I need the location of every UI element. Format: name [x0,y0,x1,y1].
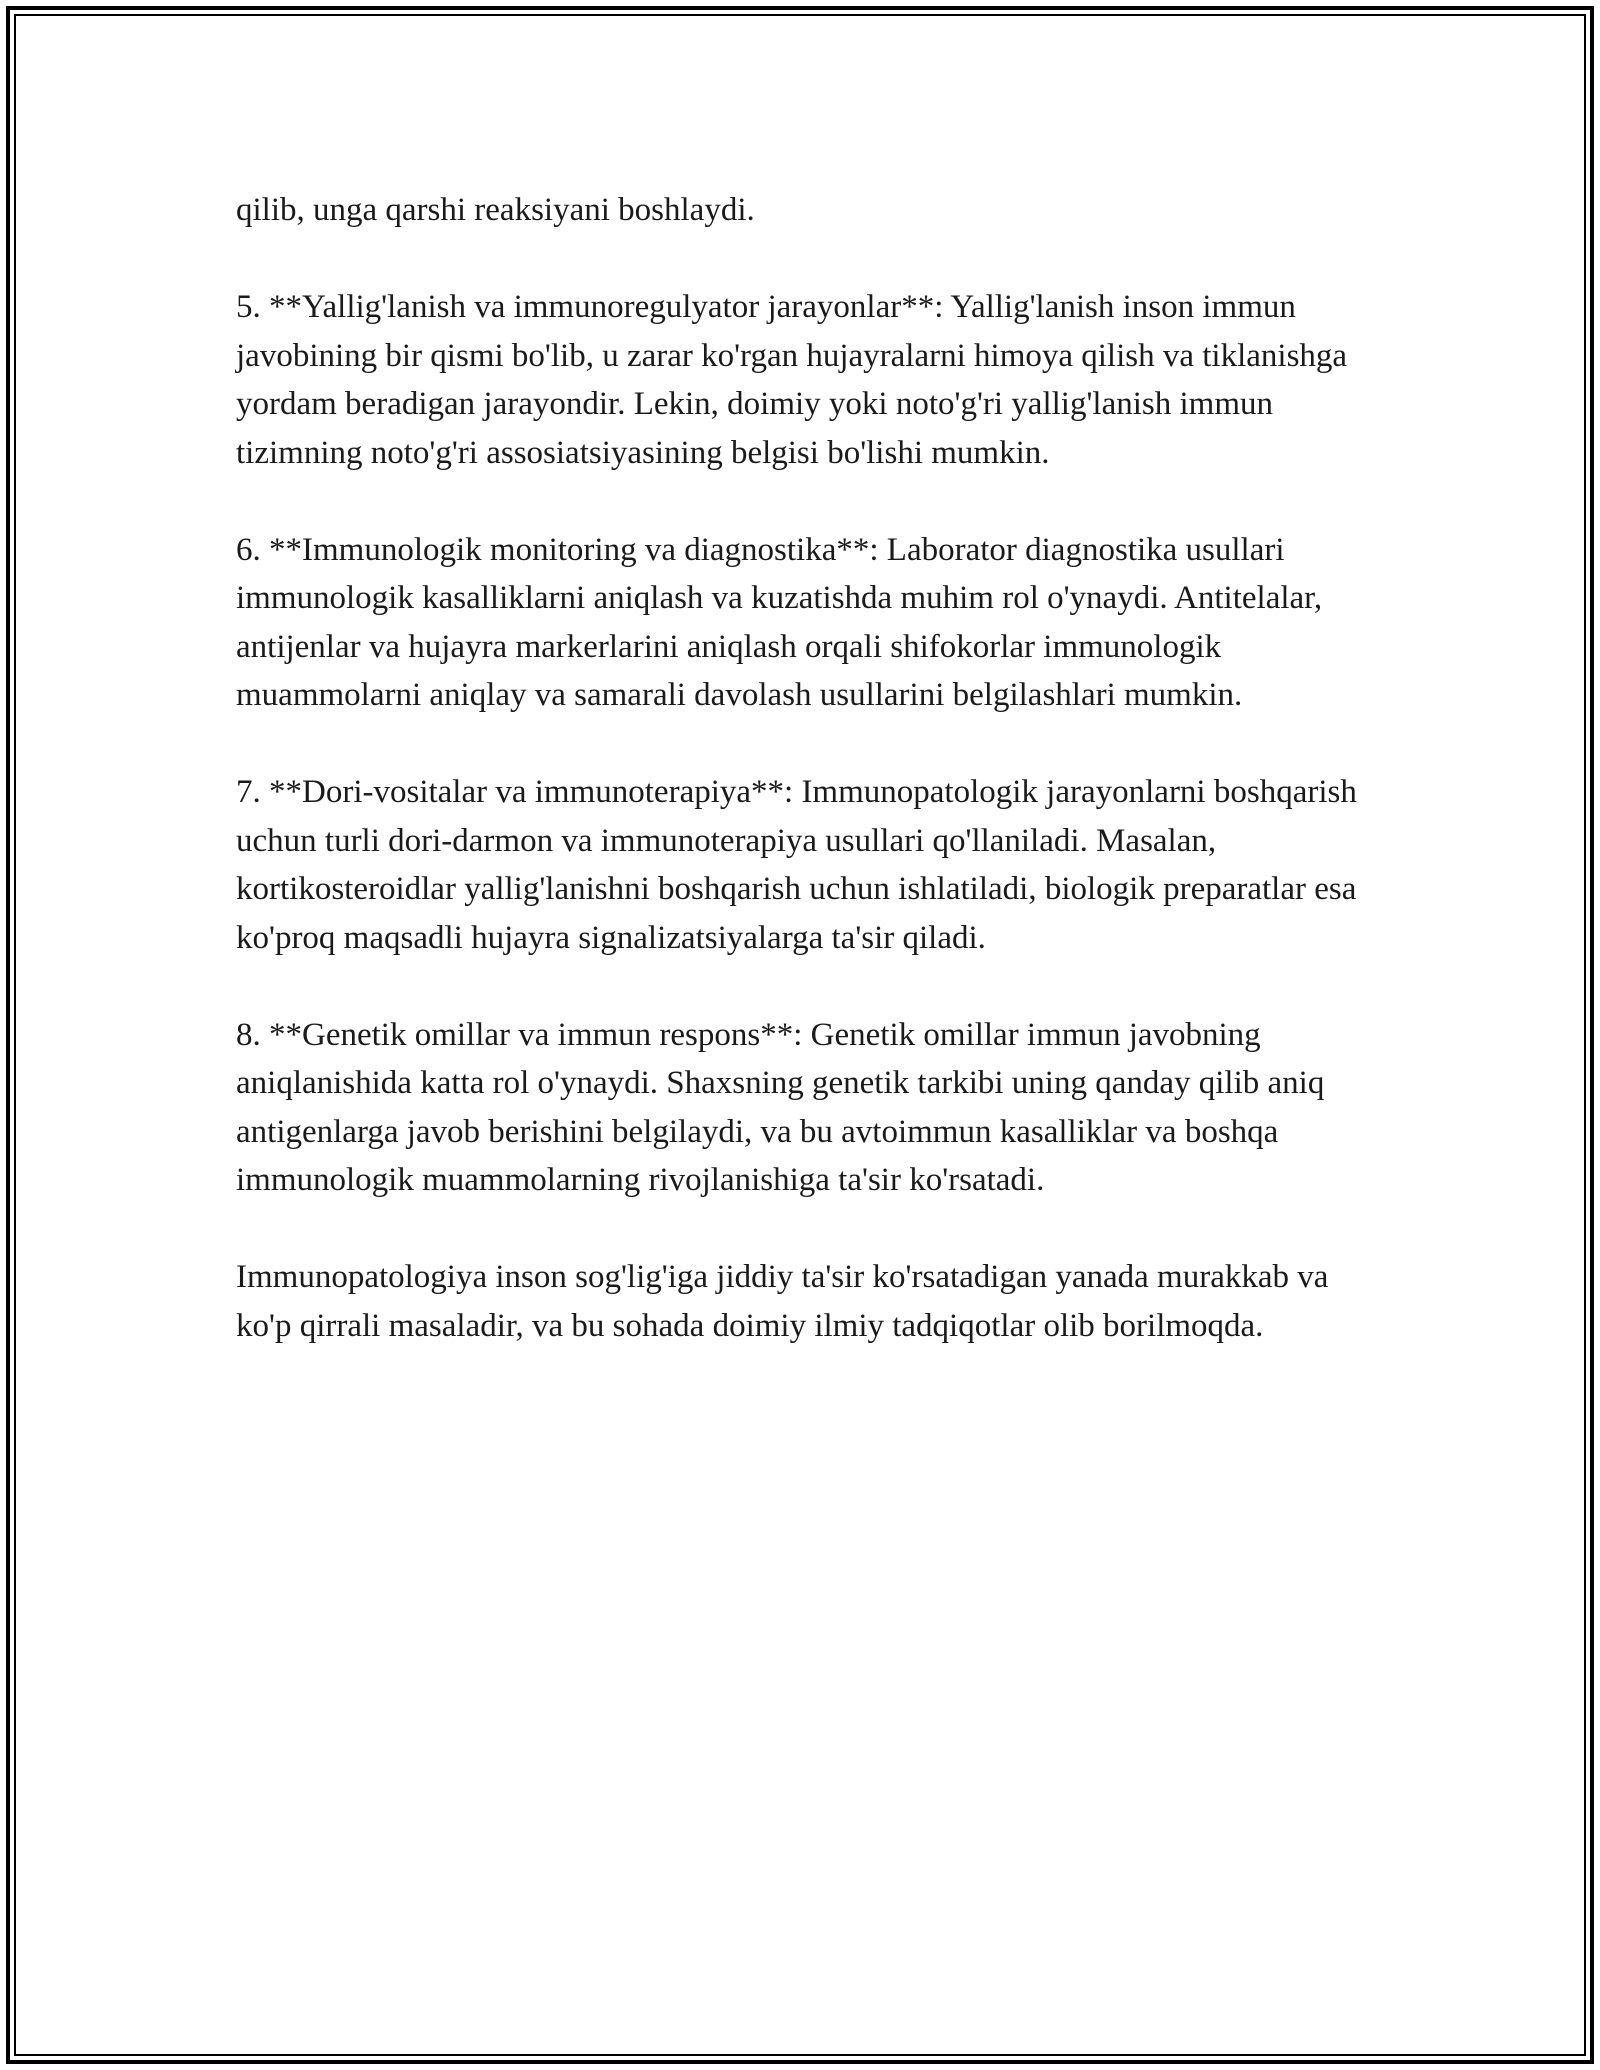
paragraph-item-8: 8. **Genetik omillar va immun respons**: Genetik omillar immun javobning aniqlanishida katta rol o'ynaydi. Shaxsning genetik tarkibi uning qanday qilib aniq antigenlarga javob berishini belgilaydi, va bu avtoimmun kasalliklar va boshqa immunologik muammolarning rivojlanishiga ta'sir ko'rsatadi. [236,1016,1325,1198]
page-content [236,186,1366,1399]
paragraph-item-6: 6. **Immunologik monitoring va diagnostika**: Laborator diagnostika usullari immunologik kasalliklarni aniqlash va kuzatishda muhim rol o'ynaydi. Antitelalar, antijenlar va hujayra markerlarini aniqlash orqali shifokorlar immunologik muammolarni aniqlay va samarali davolash usullarini belgilashlari mumkin. [236,531,1323,713]
paragraph-continuation: qilib, unga qarshi reaksiyani boshlaydi. [236,192,755,228]
paragraph-item-5: 5. **Yallig'lanish va immunoregulyator jarayonlar**: Yallig'lanish inson immun javobining bir qismi bo'lib, u zarar ko'rgan hujayralarni himoya qilish va tiklanishga yordam beradigan jarayondir. Lekin, doimiy yoki noto'g'ri yallig'lanish immun tizimning noto'g'ri assosiatsiyasining belgisi bo'lishi mumkin. [236,289,1348,471]
paragraph-conclusion: Immunopatologiya inson sog'lig'iga jiddiy ta'sir ko'rsatadigan yanada murakkab va ko'p qirrali masaladir, va bu sohada doimiy ilmiy tadqiqotlar olib borilmoqda. [236,1259,1329,1344]
paragraph-item-7: 7. **Dori-vositalar va immunoterapiya**: Immunopatologik jarayonlarni boshqarish uchun turli dori-darmon va immunoterapiya usullari qo'llaniladi. Masalan, kortikosteroidlar yallig'lanishni boshqarish uchun ishlatiladi, biologik preparatlar esa ko'proq maqsadli hujayra signalizatsiyalarga ta'sir qiladi. [236,774,1357,956]
